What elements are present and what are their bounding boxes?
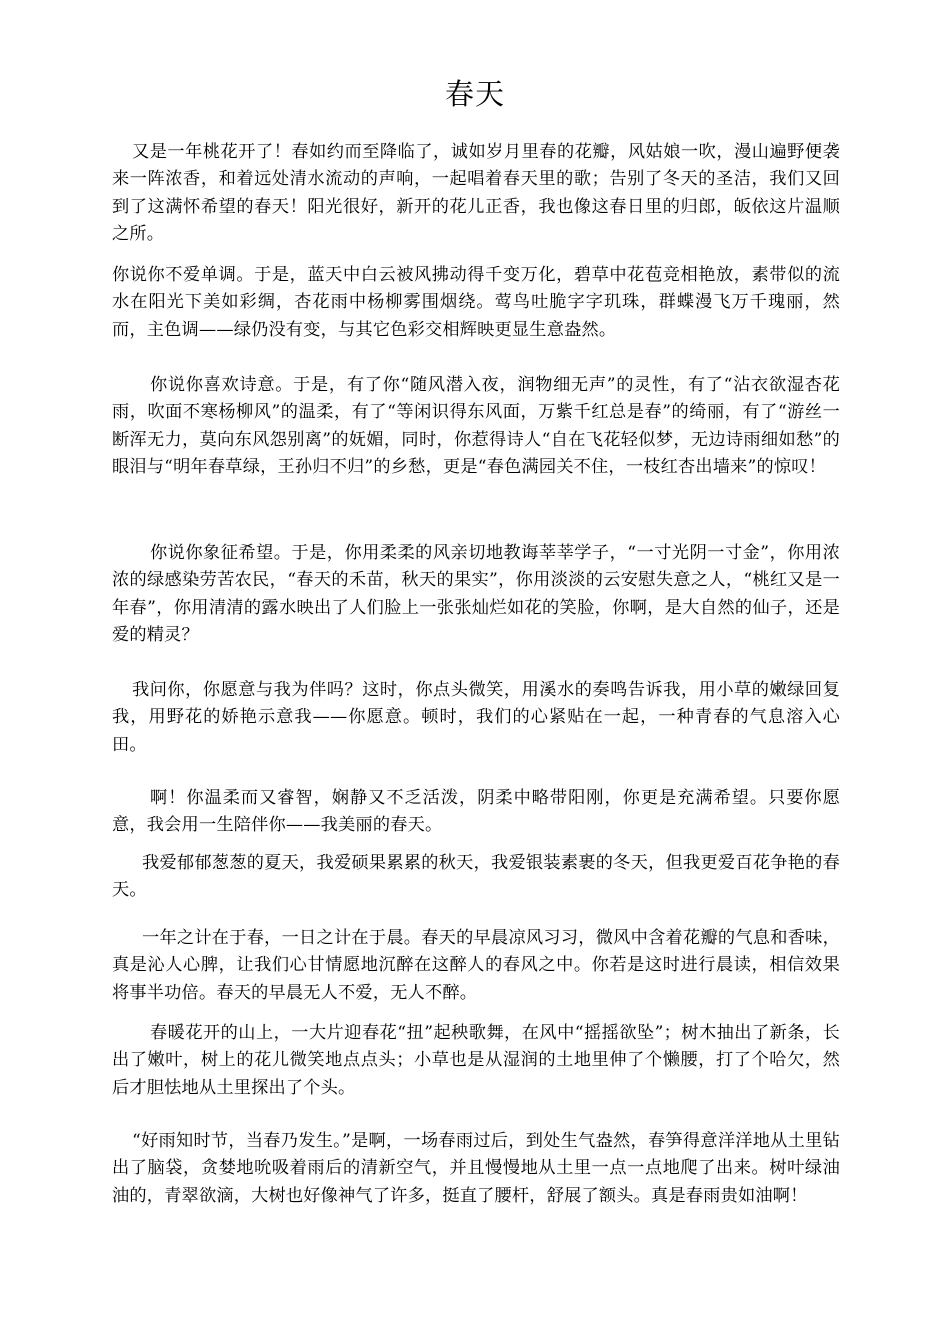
paragraph: 啊！你温柔而又睿智，娴静又不乏活泼，阴柔中略带阳刚，你更是充满希望。只要你愿意，我会用一生陪伴你——我美丽的春天。 [112,788,840,836]
paragraph: 我爱郁郁葱葱的夏天，我爱硕果累累的秋天，我爱银装素裹的冬天，但我更爱百花争艳的春天。 [112,853,840,901]
paragraph: 又是一年桃花开了！春如约而至降临了，诚如岁月里春的花瓣，风姑娘一吹，漫山遍野便袭来一阵浓香，和着远处清水流动的声响，一起唱着春天里的歌；告别了冬天的圣洁，我们又回到了这满怀希望的春天！阳光很好，新开的花儿正香，我也像这春日里的归郎，皈依这片温顺之所。 [112,142,840,245]
page-title: 春天 [444,77,505,111]
paragraph: 我问你，你愿意与我为伴吗？这时，你点头微笑，用溪水的奏鸣告诉我，用小草的嫩绿回复我，用野花的娇艳示意我——你愿意。顿时，我们的心紧贴在一起，一种青春的气息溶入心田。 [112,680,840,755]
paragraph: 你说你不爱单调。于是，蓝天中白云被风拂动得千变万化，碧草中花苞竞相艳放，素带似的流水在阳光下美如彩绸，杏花雨中杨柳雾围烟绕。莺鸟吐脆字字玑珠，群蝶漫飞万千瑰丽，然而，主色调——绿仍没有变，与其它色彩交相辉映更显生意盎然。 [112,265,840,340]
paragraph: 一年之计在于春，一日之计在于晨。春天的早晨凉风习习，微风中含着花瓣的气息和香味，真是沁人心脾，让我们心甘情愿地沉醉在这醉人的春风之中。你若是这时进行晨读，相信效果将事半功倍。春天的早晨无人不爱，无人不醉。 [112,928,840,1003]
paragraph: 春暖花开的山上，一大片迎春花“扭”起秧歌舞，在风中“摇摇欲坠”；树木抽出了新条，长出了嫩叶，树上的花儿微笑地点点头；小草也是从湿润的土地里伸了个懒腰，打了个哈欠，然后才胆怯地从土里探出了个头。 [112,1023,840,1098]
paragraph: “好雨知时节，当春乃发生。”是啊，一场春雨过后，到处生气盎然，春笋得意洋洋地从土里钻出了脑袋，贪婪地吮吸着雨后的清新空气，并且慢慢地从土里一点一点地爬了出来。树叶绿油油的，青翠欲滴，大树也好像神气了许多，挺直了腰杆，舒展了额头。真是春雨贵如油啊！ [112,1131,840,1206]
paragraph: 你说你喜欢诗意。于是，有了你“随风潜入夜，润物细无声”的灵性，有了“沾衣欲湿杏花雨，吹面不寒杨柳风”的温柔，有了“等闲识得东风面，万紫千红总是春”的绮丽，有了“游丝一断浑无力，莫向东风怨别离”的妩媚，同时，你惹得诗人“自在飞花轻似梦，无边诗雨细如愁”的眼泪与“明年春草绿，王孙归不归”的乡愁，更是“春色满园关不住，一枝红杏出墙来”的惊叹！ [112,375,840,478]
paragraph: 你说你象征希望。于是，你用柔柔的风亲切地教诲莘莘学子，“一寸光阴一寸金”，你用浓浓的绿感染劳苦农民，“春天的禾苗，秋天的果实”，你用淡淡的云安慰失意之人，“桃红又是一年春”，你用清清的露水映出了人们脸上一张张灿烂如花的笑脸，你啊，是大自然的仙子，还是爱的精灵？ [112,543,840,646]
